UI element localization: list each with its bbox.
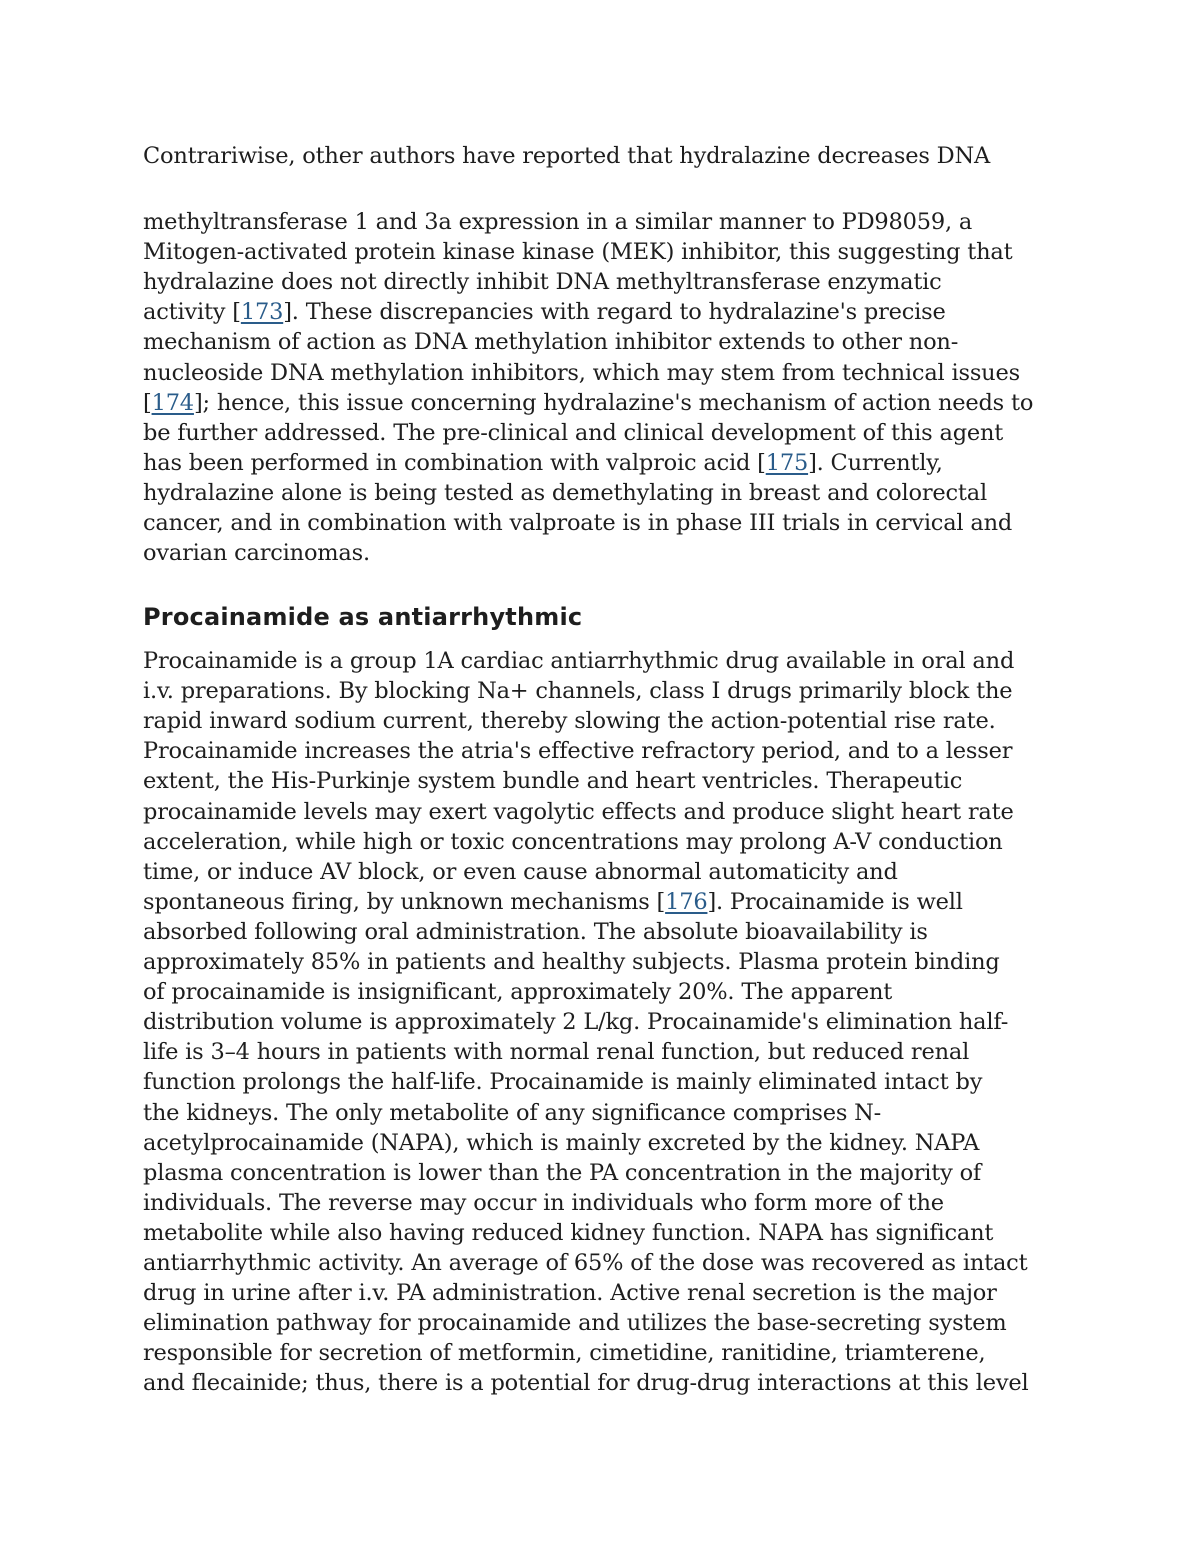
text-segment: function prolongs the half-life. Procainamide is mainly eliminated intact by xyxy=(143,1069,983,1096)
text-line xyxy=(143,1188,944,1218)
text-line xyxy=(143,676,1012,706)
text-segment: spontaneous firing, by unknown mechanisms [ xyxy=(143,888,666,915)
text-segment: hydralazine does not directly inhibit DNA methyltransferase enzymatic xyxy=(143,269,942,296)
text-segment: extent, the His-Purkinje system bundle and heart ventricles. Therapeutic xyxy=(143,768,963,795)
text-segment: mechanism of action as DNA methylation inhibitor extends to other non- xyxy=(143,329,959,356)
text-line xyxy=(143,1067,982,1097)
text-line xyxy=(143,297,946,327)
text-line xyxy=(143,917,928,947)
text-line xyxy=(143,887,963,917)
text-segment: life is 3–4 hours in patients with normal renal function, but reduced renal xyxy=(143,1039,970,1066)
text-line xyxy=(143,1037,969,1067)
text-segment: be further addressed. The pre-clinical and clinical development of this agent xyxy=(143,419,1004,446)
section-heading: Procainamide as antiarrhythmic xyxy=(143,603,583,631)
text-line xyxy=(143,857,898,887)
text-segment: elimination pathway for procainamide and utilizes the base-secreting system xyxy=(143,1310,1007,1337)
text-segment: Procainamide increases the atria's effective refractory period, and to a lesser xyxy=(143,738,1013,765)
reference-link[interactable]: 173 xyxy=(240,299,284,326)
text-segment: approximately 85% in patients and healthy subjects. Plasma protein binding xyxy=(143,949,1000,975)
reference-link[interactable]: 176 xyxy=(665,888,708,915)
text-line xyxy=(143,1368,1028,1398)
text-line xyxy=(143,1278,997,1308)
text-segment: Procainamide is a group 1A cardiac antiarrhythmic drug available in oral and xyxy=(143,648,1015,674)
text-segment: acceleration, while high or toxic concentrations may prolong A-V conduction xyxy=(143,828,1003,855)
text-segment: ovarian carcinomas. xyxy=(143,540,370,567)
text-segment: of procainamide is insignificant, approximately 20%. The apparent xyxy=(143,979,893,1006)
text-segment: absorbed following oral administration. The absolute bioavailability is xyxy=(143,918,928,945)
text-line xyxy=(143,538,370,568)
text-line xyxy=(143,327,958,357)
text-line xyxy=(143,1218,993,1248)
text-line xyxy=(143,478,987,508)
text-segment: cancer, and in combination with valproate is in phase III trials in cervical and xyxy=(143,510,1013,536)
text-line xyxy=(143,977,892,1007)
text-line xyxy=(143,418,1003,448)
text-segment: ]; hence, this issue concerning hydralazine's mechanism of action needs to xyxy=(193,389,1034,416)
text-segment: and flecainide; thus, there is a potential for drug-drug interactions at this level xyxy=(143,1370,1029,1397)
intro-line: Contrariwise, other authors have reported that hydralazine decreases DNA xyxy=(143,143,991,169)
text-segment: the kidneys. The only metabolite of any significance comprises N- xyxy=(143,1099,882,1126)
text-line xyxy=(143,237,1012,267)
text-line xyxy=(143,267,942,297)
text-segment: Mitogen-activated protein kinase kinase (MEK) inhibitor, this suggesting that xyxy=(143,239,1013,266)
text-line xyxy=(143,827,1003,857)
text-line xyxy=(143,797,1014,827)
text-line xyxy=(143,1158,981,1188)
text-segment: hydralazine alone is being tested as demethylating in breast and colorectal xyxy=(143,479,987,506)
text-segment: acetylprocainamide (NAPA), which is mainly excreted by the kidney. NAPA xyxy=(143,1129,980,1156)
text-line xyxy=(143,706,996,736)
text-segment: methyltransferase 1 and 3a expression in a similar manner to PD98059, a xyxy=(143,209,973,235)
text-segment: time, or induce AV block, or even cause abnormal automaticity and xyxy=(143,858,898,885)
text-line xyxy=(143,646,1014,676)
text-segment: rapid inward sodium current, thereby slowing the action-potential rise rate. xyxy=(143,708,996,735)
text-line xyxy=(143,947,1000,977)
text-segment: responsible for secretion of metformin, cimetidine, ranitidine, triamterene, xyxy=(143,1340,986,1367)
text-line xyxy=(143,358,1020,388)
text-line xyxy=(143,1248,1027,1278)
text-segment: distribution volume is approximately 2 L/kg. Procainamide's elimination half- xyxy=(143,1009,1009,1036)
text-line xyxy=(143,1308,1007,1338)
text-line xyxy=(143,766,962,796)
text-segment: [ xyxy=(143,389,152,416)
text-segment: ]. These discrepancies with regard to hydralazine's precise xyxy=(283,299,946,326)
text-segment: drug in urine after i.v. PA administration. Active renal secretion is the major xyxy=(143,1280,997,1307)
text-line xyxy=(143,388,1033,418)
text-segment: plasma concentration is lower than the PA concentration in the majority of xyxy=(143,1159,982,1186)
text-segment: ]. Currently, xyxy=(808,449,943,476)
text-line xyxy=(143,736,1012,766)
reference-link[interactable]: 174 xyxy=(151,389,194,416)
reference-link[interactable]: 175 xyxy=(765,449,809,476)
text-line xyxy=(143,1128,979,1158)
text-line xyxy=(143,207,972,237)
text-segment: procainamide levels may exert vagolytic effects and produce slight heart rate xyxy=(143,798,1014,825)
text-segment: activity [ xyxy=(143,299,241,326)
text-segment: ]. Procainamide is well xyxy=(707,888,963,915)
text-segment: individuals. The reverse may occur in individuals who form more of the xyxy=(143,1189,944,1216)
text-segment: metabolite while also having reduced kidney function. NAPA has significant xyxy=(143,1219,994,1246)
text-segment: antiarrhythmic activity. An average of 65% of the dose was recovered as intact xyxy=(143,1250,1028,1276)
text-line xyxy=(143,508,1012,538)
text-line xyxy=(143,1007,1008,1037)
text-line xyxy=(143,1098,881,1128)
text-line xyxy=(143,1338,985,1368)
text-line xyxy=(143,448,943,478)
text-segment: i.v. preparations. By blocking Na+ channels, class I drugs primarily block the xyxy=(143,678,1013,705)
text-segment: has been performed in combination with valproic acid [ xyxy=(143,449,766,476)
text-segment: nucleoside DNA methylation inhibitors, which may stem from technical issues xyxy=(143,359,1020,386)
